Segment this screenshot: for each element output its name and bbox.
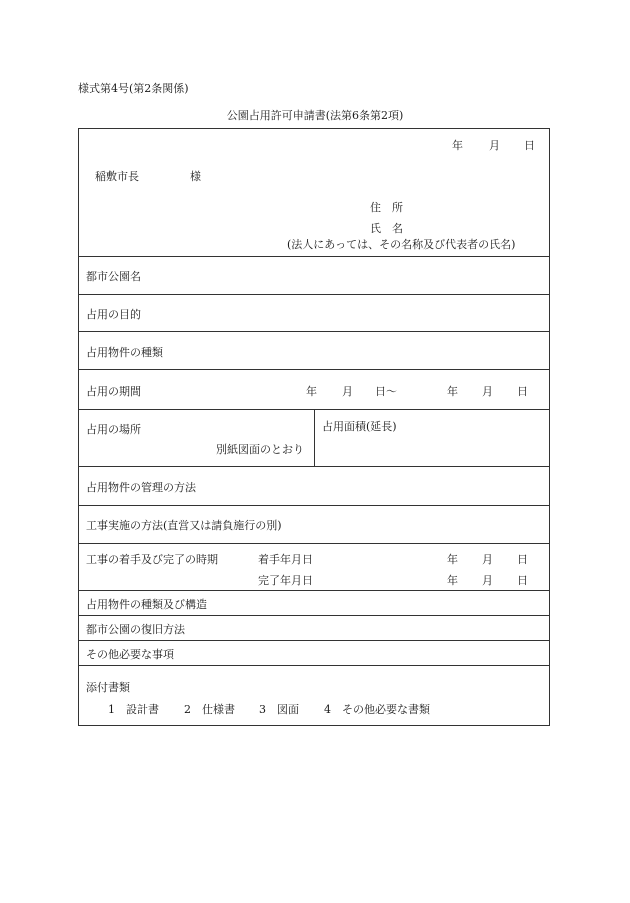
schedule-start-label: 着手年月日: [258, 553, 313, 566]
location-note: 別紙図面のとおり: [216, 443, 304, 456]
period-to-day: 日: [517, 385, 528, 398]
structure-label: 占用物件の種類及び構造: [86, 598, 207, 611]
rule: [78, 590, 550, 591]
form-number-label: 様式第4号(第2条関係): [78, 82, 189, 95]
schedule-start-day: 日: [517, 553, 528, 566]
period-label: 占用の期間: [86, 385, 141, 398]
rule: [78, 294, 550, 295]
schedule-end-day: 日: [517, 574, 528, 587]
schedule-start-month: 月: [482, 553, 493, 566]
object-type-label: 占用物件の種類: [86, 346, 163, 359]
name-note: (法人にあっては、その名称及び代表者の氏名): [287, 238, 516, 251]
purpose-label: 占用の目的: [86, 308, 141, 321]
attachment-item: 2 仕様書: [184, 703, 235, 716]
schedule-start-year: 年: [447, 553, 458, 566]
period-to-month: 月: [482, 385, 493, 398]
rule: [78, 256, 550, 257]
other-label: その他必要な事項: [86, 648, 174, 661]
addressee: 稲敷市長: [95, 170, 139, 183]
management-label: 占用物件の管理の方法: [86, 481, 196, 494]
location-label: 占用の場所: [86, 423, 141, 436]
rule: [78, 543, 550, 544]
period-from-day: 日〜: [375, 385, 397, 398]
park-name-label: 都市公園名: [86, 270, 141, 283]
period-to-year: 年: [447, 385, 458, 398]
honorific: 様: [190, 170, 201, 183]
date-day: 日: [524, 139, 535, 152]
name-label: 氏 名: [370, 222, 403, 235]
restoration-label: 都市公園の復旧方法: [86, 623, 185, 636]
date-month: 月: [489, 139, 500, 152]
attachment-item: 1 設計書: [108, 703, 159, 716]
period-from-month: 月: [342, 385, 353, 398]
schedule-label: 工事の着手及び完了の時期: [86, 553, 218, 566]
rule: [78, 505, 550, 506]
schedule-end-year: 年: [447, 574, 458, 587]
attachments-label: 添付書類: [86, 681, 130, 694]
rule: [78, 466, 550, 467]
rule: [78, 615, 550, 616]
period-from-year: 年: [306, 385, 317, 398]
attachment-item: 4 その他必要な書類: [324, 703, 430, 716]
area-label: 占用面積(延長): [322, 420, 397, 433]
attachment-item: 3 図面: [259, 703, 299, 716]
schedule-end-month: 月: [482, 574, 493, 587]
rule: [78, 369, 550, 370]
rule: [78, 331, 550, 332]
document-title: 公園占用許可申請書(法第6条第2項): [226, 109, 404, 122]
schedule-end-label: 完了年月日: [258, 574, 313, 587]
address-label: 住 所: [370, 201, 403, 214]
rule: [78, 640, 550, 641]
rule: [314, 409, 315, 466]
rule: [78, 665, 550, 666]
construction-method-label: 工事実施の方法(直営又は請負施行の別): [86, 519, 282, 532]
date-year: 年: [452, 139, 463, 152]
